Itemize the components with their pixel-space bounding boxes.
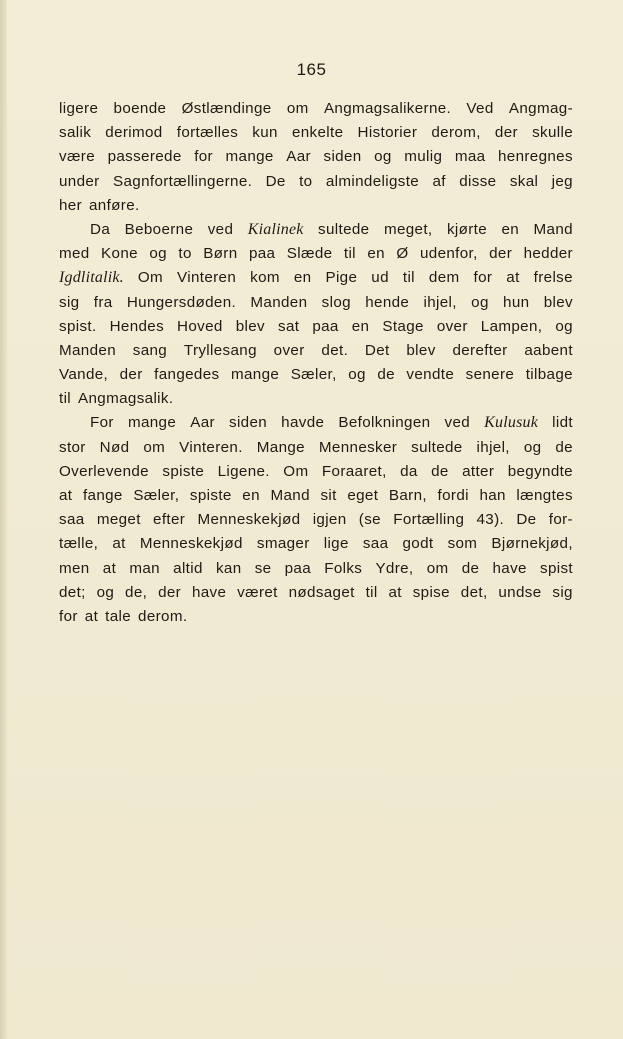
paragraph bbox=[59, 411, 573, 629]
word: Ved bbox=[466, 100, 494, 117]
word: Kone bbox=[101, 245, 138, 263]
word: af bbox=[432, 172, 446, 190]
word: to bbox=[299, 172, 313, 190]
text-line bbox=[59, 387, 573, 411]
word: mange bbox=[225, 148, 274, 166]
word: to bbox=[178, 245, 192, 263]
word: dem bbox=[428, 269, 460, 287]
word: Historier bbox=[357, 124, 418, 142]
word: blev bbox=[235, 317, 265, 335]
word: en bbox=[242, 487, 260, 504]
word: hun bbox=[503, 293, 530, 311]
word: Lampen, bbox=[480, 317, 543, 335]
word: lidt bbox=[552, 414, 573, 432]
word: De bbox=[265, 172, 286, 190]
word: spist. bbox=[59, 317, 97, 335]
word: jeg bbox=[551, 172, 573, 190]
italic-place-name: Kialinek bbox=[247, 220, 304, 238]
word: Foraaret, bbox=[321, 462, 387, 480]
word: at bbox=[102, 559, 117, 577]
italic-place-name: Kulusuk bbox=[484, 414, 539, 432]
word: blev bbox=[406, 341, 436, 359]
word: og bbox=[471, 293, 489, 311]
word: salik bbox=[59, 124, 92, 142]
word: mulig bbox=[404, 148, 443, 166]
word: For bbox=[90, 414, 114, 432]
text-line bbox=[59, 557, 573, 581]
text-line bbox=[59, 218, 573, 242]
word: her bbox=[59, 196, 83, 214]
word: saa bbox=[59, 511, 85, 529]
word: blev bbox=[543, 293, 573, 311]
word: Mange bbox=[256, 438, 305, 456]
word: det; bbox=[59, 583, 86, 601]
word: der bbox=[494, 124, 518, 142]
page-number: 165 bbox=[296, 60, 327, 79]
word: havde bbox=[281, 414, 325, 432]
word: Ydre, bbox=[375, 559, 414, 577]
word: ved bbox=[444, 414, 471, 432]
word: at bbox=[112, 535, 126, 553]
word: at bbox=[506, 269, 520, 287]
word: hedder bbox=[523, 245, 573, 263]
word: Angmagsalikerne. bbox=[323, 100, 452, 117]
word: de bbox=[461, 559, 480, 577]
word: Overlevende bbox=[59, 462, 149, 480]
text-line bbox=[59, 484, 573, 508]
text-line bbox=[59, 363, 573, 387]
word: ligere bbox=[59, 100, 99, 117]
word: maa bbox=[454, 148, 486, 166]
word: fortælles bbox=[176, 124, 239, 142]
word: Hendes bbox=[109, 317, 165, 335]
word: sig bbox=[59, 293, 80, 311]
word: smager bbox=[256, 535, 310, 553]
word: kjørte bbox=[446, 220, 488, 238]
text-line bbox=[59, 291, 573, 315]
word: lige bbox=[323, 535, 349, 553]
word: Slæde bbox=[286, 245, 333, 263]
word: Pige bbox=[325, 269, 358, 287]
word: til bbox=[402, 269, 415, 287]
word: De bbox=[516, 511, 537, 529]
word: mange bbox=[127, 414, 177, 432]
word: vendte bbox=[406, 366, 455, 384]
word: Hungersdøden. bbox=[126, 293, 237, 311]
word: Vinteren. bbox=[179, 438, 243, 456]
word: til bbox=[59, 390, 72, 408]
word: sat bbox=[278, 317, 300, 335]
word: Mand bbox=[270, 487, 310, 504]
word: begyndte bbox=[507, 462, 573, 480]
word: Om bbox=[283, 462, 309, 480]
word: Angmagsalik. bbox=[78, 390, 174, 408]
word: udenfor, bbox=[419, 245, 478, 263]
word: med bbox=[59, 245, 90, 263]
word: Tryllesang bbox=[183, 341, 257, 359]
word: spiste bbox=[162, 462, 205, 480]
italic-place-name: Igdlitalik. bbox=[59, 269, 124, 287]
word: fra bbox=[93, 293, 113, 311]
text-line bbox=[59, 508, 573, 532]
word: og bbox=[348, 366, 366, 384]
word: over bbox=[273, 341, 305, 359]
word: ihjel, bbox=[423, 293, 457, 311]
body-text bbox=[59, 97, 573, 629]
word: for bbox=[59, 607, 78, 625]
word: Det bbox=[364, 341, 390, 359]
word: undse bbox=[498, 583, 542, 601]
word: over bbox=[436, 317, 468, 335]
word: for bbox=[473, 269, 493, 287]
word: han bbox=[479, 487, 506, 504]
word: stor bbox=[59, 438, 86, 456]
word: Børn bbox=[203, 245, 238, 263]
word: og bbox=[96, 583, 115, 601]
word: tale bbox=[105, 607, 132, 625]
text-line bbox=[59, 315, 573, 339]
word: se bbox=[254, 559, 272, 577]
text-line bbox=[59, 339, 573, 363]
word: en bbox=[293, 269, 312, 287]
word: ihjel, bbox=[476, 438, 510, 456]
word: derom. bbox=[138, 607, 188, 625]
word: nødsaget bbox=[288, 583, 355, 601]
word: meget, bbox=[383, 220, 433, 238]
word: derom, bbox=[431, 124, 481, 142]
word: ud bbox=[371, 269, 389, 287]
word: de bbox=[431, 462, 449, 480]
text-line bbox=[59, 194, 573, 218]
word: at bbox=[59, 487, 73, 504]
text-line bbox=[59, 170, 573, 194]
word: paa bbox=[312, 317, 339, 335]
word: passerede bbox=[107, 148, 182, 166]
word: aabent bbox=[524, 341, 573, 359]
word: om bbox=[143, 438, 166, 456]
text-line bbox=[59, 97, 573, 121]
word: Aar bbox=[190, 414, 215, 432]
word: en bbox=[351, 317, 370, 335]
word: til bbox=[365, 583, 378, 601]
word: Om bbox=[137, 269, 164, 287]
paragraph bbox=[59, 218, 573, 412]
word: om bbox=[426, 559, 449, 577]
word: paa bbox=[248, 245, 276, 263]
word: eget bbox=[347, 487, 379, 504]
word: der bbox=[489, 245, 513, 263]
word: atter bbox=[462, 462, 495, 480]
word: og bbox=[555, 317, 573, 335]
word: sang bbox=[132, 341, 168, 359]
word: at bbox=[388, 583, 402, 601]
word: Sagnfortællingerne. bbox=[113, 172, 253, 190]
word: Manden bbox=[59, 341, 116, 359]
word: spiste bbox=[189, 487, 232, 504]
page-spine-shadow bbox=[0, 0, 7, 1039]
word: som bbox=[447, 535, 478, 553]
word: Mennesker bbox=[318, 438, 398, 456]
word: Stage bbox=[382, 317, 424, 335]
word: Sæler, bbox=[290, 366, 337, 384]
word: mange bbox=[230, 366, 280, 384]
word: spist bbox=[540, 559, 573, 577]
word: og bbox=[374, 148, 392, 166]
word: Angmag- bbox=[508, 100, 573, 117]
word: det. bbox=[321, 341, 349, 359]
word: disse bbox=[459, 172, 497, 190]
word: sultede bbox=[411, 438, 463, 456]
word: senere bbox=[465, 366, 515, 384]
word: derefter bbox=[452, 341, 508, 359]
word: sit bbox=[320, 487, 337, 504]
word: være bbox=[59, 148, 96, 166]
word: spise bbox=[412, 583, 450, 601]
word: at bbox=[84, 607, 99, 625]
word: sig bbox=[552, 583, 573, 601]
word: Beboerne bbox=[124, 220, 194, 238]
word: skulle bbox=[532, 124, 573, 142]
word: men bbox=[59, 559, 90, 577]
word: saa bbox=[362, 535, 389, 553]
word: da bbox=[400, 462, 418, 480]
word: efter bbox=[153, 511, 186, 529]
word: og bbox=[523, 438, 542, 456]
word: under bbox=[59, 172, 100, 190]
word: og bbox=[149, 245, 167, 263]
word: kom bbox=[250, 269, 280, 287]
word: have bbox=[492, 559, 527, 577]
word: siden bbox=[229, 414, 268, 432]
word: fange bbox=[82, 487, 123, 504]
text-line bbox=[59, 532, 573, 556]
word: man bbox=[129, 559, 160, 577]
word: paa bbox=[284, 559, 312, 577]
word: Sæler, bbox=[133, 487, 180, 504]
word: Ligene. bbox=[217, 462, 270, 480]
word: de bbox=[377, 366, 395, 384]
word: fordi bbox=[437, 487, 469, 504]
word: Da bbox=[90, 220, 111, 238]
word: frelse bbox=[533, 269, 573, 287]
word: Vande, bbox=[59, 366, 109, 384]
word: Manden bbox=[250, 293, 308, 311]
word: Ø bbox=[396, 245, 409, 263]
word: kan bbox=[215, 559, 242, 577]
word: henregnes bbox=[498, 148, 573, 166]
word: Barn, bbox=[388, 487, 427, 504]
word: Mand bbox=[533, 220, 573, 238]
text-line bbox=[59, 121, 573, 145]
word: slog bbox=[321, 293, 351, 311]
word: Bjørnekjød, bbox=[491, 535, 573, 553]
word: 43). bbox=[476, 511, 505, 529]
word: skal bbox=[509, 172, 539, 190]
word: Menneskekjød bbox=[139, 535, 243, 553]
word: de bbox=[555, 438, 573, 456]
word: Nød bbox=[99, 438, 130, 456]
word: kun bbox=[252, 124, 278, 142]
word: have bbox=[191, 583, 227, 601]
word: Folks bbox=[324, 559, 363, 577]
text-line bbox=[59, 145, 573, 169]
word: godt bbox=[402, 535, 434, 553]
word: der bbox=[119, 366, 143, 384]
word: enkelte bbox=[291, 124, 344, 142]
word: siden bbox=[323, 148, 362, 166]
word: Fortælling bbox=[393, 511, 465, 529]
word: de, bbox=[125, 583, 148, 601]
text-line bbox=[59, 605, 573, 629]
word: anføre. bbox=[89, 196, 140, 214]
word: en bbox=[367, 245, 385, 263]
paragraph bbox=[59, 97, 573, 218]
word: tilbage bbox=[525, 366, 573, 384]
word: længtes bbox=[516, 487, 573, 504]
word: fangedes bbox=[154, 366, 220, 384]
word: Østlændinge bbox=[181, 100, 272, 117]
text-line bbox=[59, 436, 573, 460]
word: om bbox=[286, 100, 309, 117]
word: for bbox=[194, 148, 213, 166]
text-line bbox=[59, 411, 573, 435]
word: sultede bbox=[318, 220, 370, 238]
word: altid bbox=[173, 559, 203, 577]
word: Aar bbox=[286, 148, 311, 166]
word: tælle, bbox=[59, 535, 99, 553]
word: en bbox=[501, 220, 520, 238]
word: meget bbox=[96, 511, 141, 529]
word: for- bbox=[548, 511, 573, 529]
word: igjen bbox=[312, 511, 347, 529]
word: almindeligste bbox=[325, 172, 420, 190]
word: der bbox=[158, 583, 182, 601]
text-line bbox=[59, 266, 573, 290]
word: været bbox=[237, 583, 278, 601]
word: Befolkningen bbox=[338, 414, 431, 432]
word: det, bbox=[460, 583, 488, 601]
word: (se bbox=[358, 511, 381, 529]
text-line bbox=[59, 581, 573, 605]
word: derimod bbox=[105, 124, 163, 142]
word: til bbox=[343, 245, 356, 263]
word: Menneskekjød bbox=[197, 511, 301, 529]
text-line bbox=[59, 242, 573, 266]
word: Vinteren bbox=[177, 269, 237, 287]
word: ved bbox=[207, 220, 234, 238]
word: boende bbox=[113, 100, 167, 117]
text-line bbox=[59, 460, 573, 484]
word: hende bbox=[365, 293, 410, 311]
word: Hoved bbox=[177, 317, 223, 335]
